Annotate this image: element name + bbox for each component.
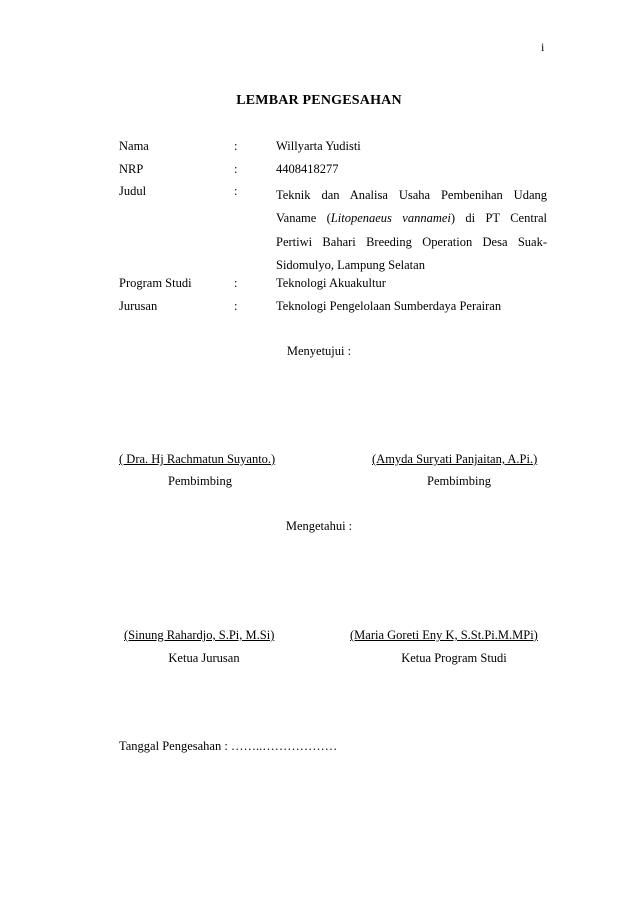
field-colon: :	[234, 139, 238, 153]
page-number: i	[541, 40, 545, 54]
field-colon: :	[234, 299, 238, 313]
page-title: LEMBAR PENGESAHAN	[236, 93, 402, 108]
acknowledgement-right-role: Ketua Program Studi	[401, 651, 507, 665]
approval-right-signatory-name: (Amyda Suryati Panjaitan, A.Pi.)	[372, 452, 538, 466]
field-value-jurusan: Teknologi Pengelolaan Sumberdaya Perairan	[276, 299, 502, 313]
approval-date-line: Tanggal Pengesahan : ……..………………	[119, 739, 338, 753]
acknowledgement-left-signatory-name: (Sinung Rahardjo, S.Pi, M.Si)	[124, 628, 275, 642]
field-label-judul: Judul	[119, 184, 147, 198]
field-label-program-studi: Program Studi	[119, 276, 192, 290]
acknowledgement-right-signatory-name: (Maria Goreti Eny K, S.St.Pi.M.MPi)	[350, 628, 538, 642]
acknowledgement-heading: Mengetahui :	[285, 519, 353, 533]
field-value-judul	[276, 184, 547, 277]
approval-heading: Menyetujui :	[286, 344, 352, 358]
field-colon: :	[234, 184, 238, 198]
approval-right-role: Pembimbing	[427, 474, 491, 488]
field-value-nrp: 4408418277	[276, 162, 339, 176]
field-colon: :	[234, 162, 238, 176]
acknowledgement-left-role: Ketua Jurusan	[168, 651, 240, 665]
approval-left-role: Pembimbing	[168, 474, 232, 488]
approval-left-signatory-name: ( Dra. Hj Rachmatun Suyanto.)	[119, 452, 276, 466]
field-value-nama: Willyarta Yudisti	[276, 139, 361, 153]
field-label-jurusan: Jurusan	[119, 299, 158, 313]
judul-text-part-2: ) di PT Central Pertiwi Bahari Breeding Operation Desa Suak-Sidomulyo, Lampung Selatan	[276, 211, 548, 272]
field-label-nrp: NRP	[119, 162, 144, 176]
field-colon: :	[234, 276, 238, 290]
judul-species-italic: Litopenaeus vannamei	[330, 211, 451, 226]
field-value-program-studi: Teknologi Akuakultur	[276, 276, 386, 290]
field-label-nama: Nama	[119, 139, 149, 153]
judul-text-part-1: Teknik dan Analisa Usaha Pembenihan Udang Vaname (	[276, 188, 547, 226]
